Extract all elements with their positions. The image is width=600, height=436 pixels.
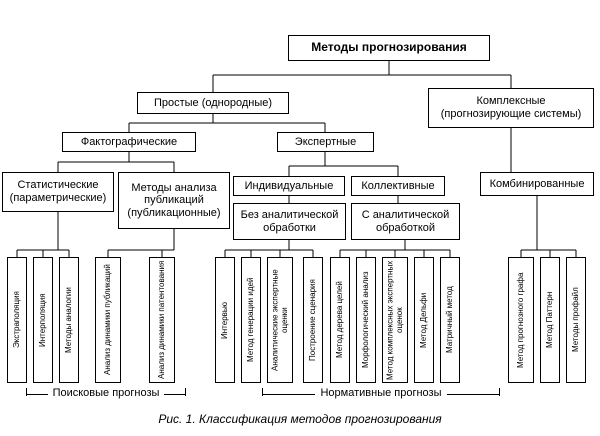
- figure-caption: Рис. 1. Классификация методов прогнозирования: [158, 412, 442, 426]
- node-root: Методы прогнозирования: [288, 35, 490, 61]
- leaf-idea-generation: Метод генерации идей: [241, 257, 261, 383]
- leaf-publication-dynamics: Анализ динамики публикаций: [95, 257, 121, 383]
- leaf-complex-expert-estimates: Метод комплексных экспертных оценок: [382, 257, 408, 383]
- node-statistical: Статистические (параметрические): [2, 172, 114, 212]
- brace-left-tick: [262, 388, 263, 396]
- normative-forecasts-label: Нормативные прогнозы: [320, 387, 442, 399]
- node-publication-analysis: Методы анализа публикаций (публикационные): [118, 172, 230, 229]
- brace-right-tick: [185, 388, 186, 396]
- node-expert: Экспертные: [277, 132, 374, 152]
- leaf-scenario-building: Построение сценария: [303, 257, 323, 383]
- leaf-analogy-methods: Методы аналогии: [59, 257, 79, 383]
- brace-search-forecasts: [26, 387, 186, 401]
- brace-normative-forecasts: [262, 387, 500, 401]
- leaf-patent-dynamics: Анализ динамики патентования: [149, 257, 175, 383]
- leaf-interpolation: Интерполяция: [33, 257, 53, 383]
- brace-line: [27, 394, 48, 395]
- node-individual: Индивидуальные: [233, 176, 345, 196]
- leaf-interview: Интервью: [215, 257, 235, 383]
- search-forecasts-label: Поисковые прогнозы: [52, 387, 160, 399]
- brace-line: [447, 394, 499, 395]
- leaf-morphological-analysis: Морфологический анализ: [356, 257, 376, 383]
- node-simple: Простые (однородные): [137, 92, 289, 114]
- node-complex: Комплексные (прогнозирующие системы): [428, 88, 594, 128]
- brace-line: [164, 394, 185, 395]
- node-factographic: Фактографические: [62, 132, 196, 152]
- node-with-analytic: С аналитической обработкой: [351, 203, 460, 240]
- leaf-matrix-method: Матричный метод: [440, 257, 460, 383]
- leaf-pattern-method: Метод Паттерн: [540, 257, 560, 383]
- leaf-extrapolation: Экстраполяция: [7, 257, 27, 383]
- leaf-profile-methods: Методы профайл: [566, 257, 586, 383]
- node-collective: Коллективные: [351, 176, 445, 196]
- leaf-delphi-method: Метод Дельфи: [414, 257, 434, 383]
- leaf-goal-tree: Метод дерева целей: [330, 257, 350, 383]
- leaf-analytic-expert-estimates: Аналитические экспертные оценки: [267, 257, 293, 383]
- brace-line: [263, 394, 315, 395]
- brace-left-tick: [26, 388, 27, 396]
- node-without-analytic: Без аналитической обработки: [233, 203, 346, 240]
- brace-right-tick: [499, 388, 500, 396]
- leaf-forecast-graph-method: Метод прогнозного графа: [508, 257, 534, 383]
- node-combined: Комбинированные: [480, 172, 594, 196]
